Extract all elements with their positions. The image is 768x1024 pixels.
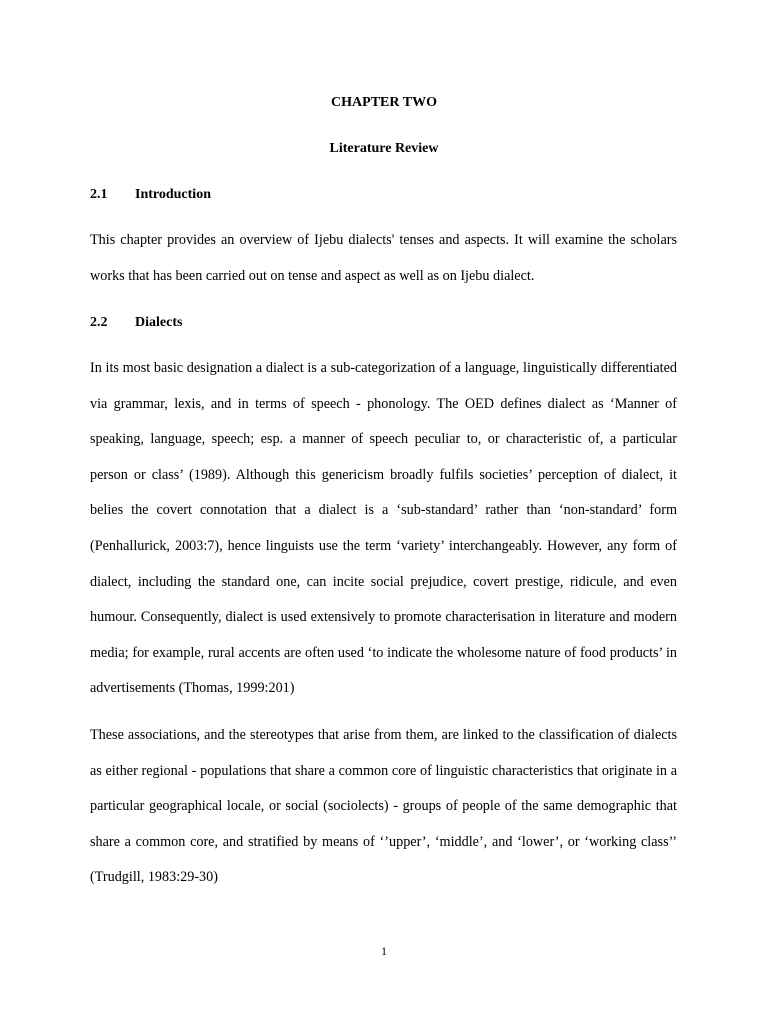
section-number: 2.2 [90,315,108,330]
page-number: 1 [381,944,387,958]
paragraph-introduction: This chapter provides an overview of Ijebu dialects' tenses and aspects. It will examine the scholars works that has been carried out on tense and aspect as well as on Ijebu dialect. [90,232,677,284]
section-heading-dialects [90,314,182,332]
chapter-title: CHAPTER TWO [331,95,437,110]
chapter-subtitle: Literature Review [329,141,439,156]
section-heading-introduction [90,186,211,204]
section-title: Dialects [135,315,183,330]
section-title: Introduction [135,187,211,202]
section-number: 2.1 [90,187,108,202]
paragraph-dialects-definition: In its most basic designation a dialect is a sub-categorization of a language, linguistically differentiated via grammar, lexis, and in terms of speech - phonology. The OED defines dialect as ‘Manner of speaking, language, speech; esp. a manner of speech peculiar to, or characteristic of, a particular person or class’ (1989). Although this genericism broadly fulfils societies’ perception of dialect, it belies the covert connotation that a dialect is a ‘sub-standard’ rather than ‘non-standard’ form (Penhallurick, 2003:7), hence linguists use the term ‘variety’ interchangeably. However, any form of dialect, including the standard one, can incite social prejudice, covert prestige, ridicule, and even humour. Consequently, dialect is used extensively to promote characterisation in literature and modern media; for example, rural accents are often used ‘to indicate the wholesome nature of food products’ in advertisements (Thomas, 1999:201) [90,360,677,697]
paragraph-dialects-classification: These associations, and the stereotypes that arise from them, are linked to the classification of dialects as either regional - populations that share a common core of linguistic characteristics that originate in a particular geographical locale, or social (sociolects) - groups of people of the same demographic that share a common core, and stratified by means of ‘’upper’, ‘middle’, and ‘lower’, or ‘working class’’ (Trudgill, 1983:29-30) [90,727,677,886]
